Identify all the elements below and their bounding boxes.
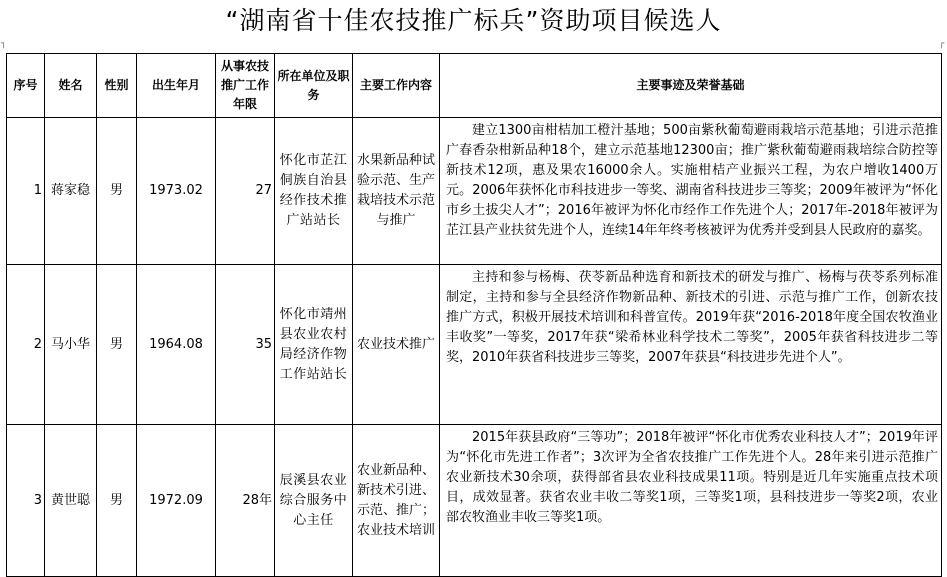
cell-work: 水果新品种试验示范、生产栽培技术示范与推广 <box>353 118 440 265</box>
cell-unit: 怀化市靖州县农业农村局经济作物工作站站长 <box>275 265 353 425</box>
cell-no: 3 <box>7 425 45 577</box>
header-row <box>7 54 942 118</box>
cell-work: 农业技术推广 <box>353 265 440 425</box>
cell-name: 马小华 <box>45 265 97 425</box>
header-name: 姓名 <box>45 54 97 118</box>
cell-no: 1 <box>7 118 45 265</box>
header-birth: 出生年月 <box>137 54 216 118</box>
cell-deeds: 建立1300亩柑桔加工橙汁基地；500亩紫秋葡萄避雨栽培示范基地；引进示范推广春香杂柑新品种18个，建立示范基地12300亩；推广紫秋葡萄避雨栽培综合防控等新技术12项，惠及果农16000余人。实施柑桔产业振兴工程，为农户增收1400万元。2006年获怀化市科技进步一等奖、湖南省科技进步三等奖；2009年被评为“怀化市乡土拔尖人才”；2016年被评为怀化市经作工作先进个人；2017年-2018年被评为芷江县产业扶贫先进个人，连续14年年终考核被评为优秀并受到县人民政府的嘉奖。 <box>440 118 942 265</box>
table-row <box>7 118 942 265</box>
page-title: “湖南省十佳农技推广标兵”资助项目候选人 <box>225 6 722 35</box>
cell-birth: 1972.09 <box>137 425 216 577</box>
cell-name: 蒋家稳 <box>45 118 97 265</box>
header-unit: 所在单位及职务 <box>275 54 353 118</box>
cell-name: 黄世聪 <box>45 425 97 577</box>
table-row <box>7 265 942 425</box>
cell-deeds: 主持和参与杨梅、茯苓新品种选育和新技术的研发与推广、杨梅与茯苓系列标准制定，主持和参与全县经济作物新品种、新技术的引进、示范与推广工作，创新农技推广方式，积极开展技术培训和科普宣传。2019年获“2016-2018年度全国农牧渔业丰收奖”一等奖，2017年获“梁希林业科学技术二等奖”，2005年获省科技进步二等奖，2010年获省科技进步三等奖，2007年获县“科技进步先进个人”。 <box>440 265 942 425</box>
cell-gender: 男 <box>97 425 137 577</box>
cell-unit: 怀化市芷江侗族自治县经作技术推广站站长 <box>275 118 353 265</box>
header-years: 从事农技推广工作年限 <box>216 54 275 118</box>
cell-gender: 男 <box>97 265 137 425</box>
cell-years: 27 <box>216 118 275 265</box>
header-work: 主要工作内容 <box>353 54 440 118</box>
cell-deeds: 2015年获县政府“三等功”；2018年被评“怀化市优秀农业科技人才”；2019年评为“怀化市先进工作者”；3次评为全省农技推广工作先进个人。28年来引进示范推广农业新技术30余项，获得部省县农业科技成果11项。特别是近几年实施重点技术项目，成效显著。获省农业丰收二等奖1项，三等奖1项，县科技进步一等奖2项，农业部农牧渔业丰收三等奖1项。 <box>440 425 942 577</box>
cell-unit: 辰溪县农业综合服务中心主任 <box>275 425 353 577</box>
header-deeds: 主要事迹及荣誉基础 <box>440 54 942 118</box>
table-corner-mark-right: ┌ <box>939 39 945 49</box>
table-row <box>7 425 942 577</box>
cell-birth: 1973.02 <box>137 118 216 265</box>
cell-birth: 1964.08 <box>137 265 216 425</box>
header-no: 序号 <box>7 54 45 118</box>
cell-work: 农业新品种、新技术引进、示范、推广；农业技术培训 <box>353 425 440 577</box>
table-corner-mark-left: ┐ <box>1 39 7 49</box>
cell-years: 28年 <box>216 425 275 577</box>
header-gender: 性别 <box>97 54 137 118</box>
candidate-table <box>6 53 942 577</box>
cell-gender: 男 <box>97 118 137 265</box>
cell-years: 35 <box>216 265 275 425</box>
cell-no: 2 <box>7 265 45 425</box>
